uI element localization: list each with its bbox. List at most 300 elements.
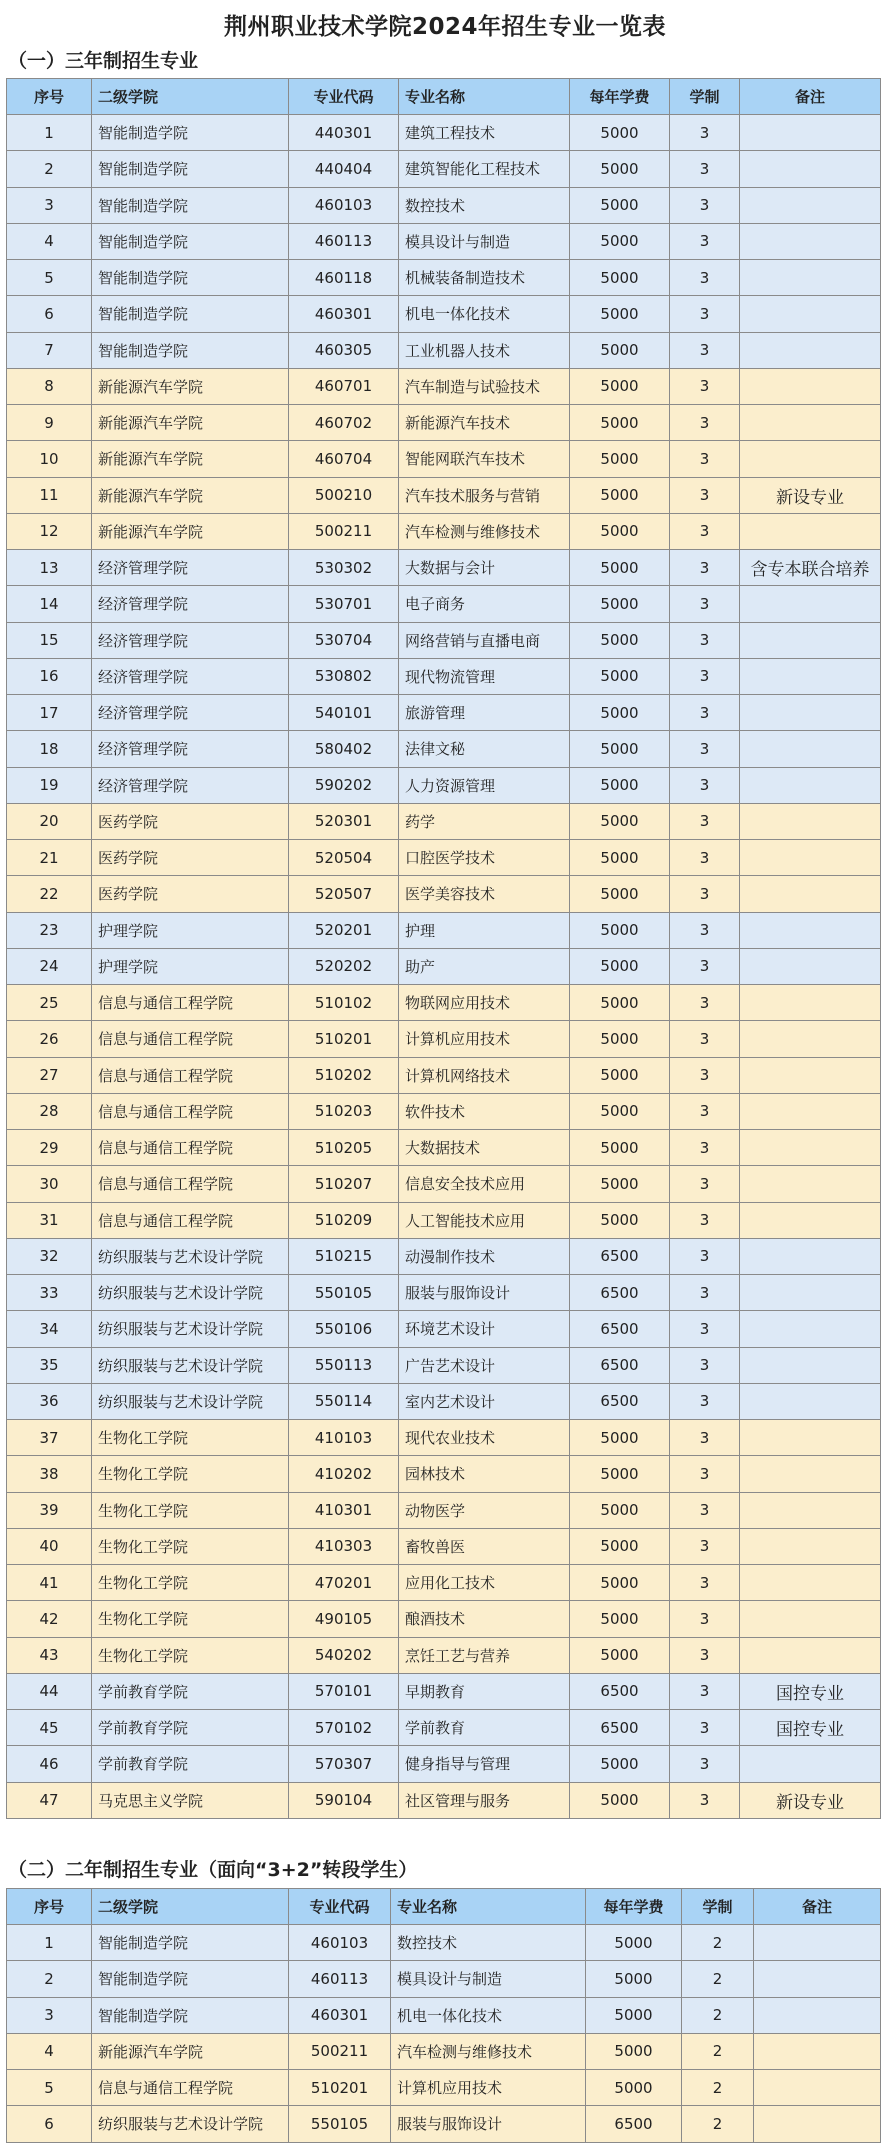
table-row — [7, 1528, 881, 1564]
cell-duration: 3 — [670, 1782, 740, 1818]
cell-index: 14 — [7, 586, 92, 622]
cell-major: 汽车检测与维修技术 — [391, 2033, 586, 2069]
table-row — [7, 115, 881, 151]
cell-fee: 5000 — [570, 1130, 670, 1166]
cell-college: 信息与通信工程学院 — [92, 1130, 289, 1166]
cell-college: 新能源汽车学院 — [92, 477, 289, 513]
cell-fee: 5000 — [570, 622, 670, 658]
table-row — [7, 1997, 881, 2033]
cell-index: 6 — [7, 296, 92, 332]
cell-note: 国控专业 — [740, 1710, 881, 1746]
cell-duration: 3 — [670, 513, 740, 549]
cell-code: 590202 — [289, 767, 399, 803]
cell-fee: 5000 — [570, 1746, 670, 1782]
cell-fee: 5000 — [570, 912, 670, 948]
cell-college: 智能制造学院 — [92, 260, 289, 296]
table-row — [7, 513, 881, 549]
cell-fee: 5000 — [570, 441, 670, 477]
cell-index: 16 — [7, 658, 92, 694]
cell-duration: 3 — [670, 876, 740, 912]
cell-college: 信息与通信工程学院 — [92, 1021, 289, 1057]
cell-code: 500210 — [289, 477, 399, 513]
cell-college: 生物化工学院 — [92, 1456, 289, 1492]
cell-college: 经济管理学院 — [92, 767, 289, 803]
cell-note — [754, 1961, 881, 1997]
cell-college: 学前教育学院 — [92, 1673, 289, 1709]
cell-fee: 5000 — [570, 948, 670, 984]
table-row — [7, 1456, 881, 1492]
column-header-index: 序号 — [7, 79, 92, 115]
cell-index: 29 — [7, 1130, 92, 1166]
cell-index: 1 — [7, 1925, 92, 1961]
cell-fee: 5000 — [570, 1601, 670, 1637]
cell-index: 36 — [7, 1383, 92, 1419]
cell-note — [740, 1565, 881, 1601]
cell-note — [740, 1021, 881, 1057]
table-row — [7, 1925, 881, 1961]
cell-note — [740, 586, 881, 622]
cell-duration: 2 — [682, 1925, 754, 1961]
cell-major: 健身指导与管理 — [399, 1746, 570, 1782]
cell-code: 570102 — [289, 1710, 399, 1746]
table-row — [7, 405, 881, 441]
cell-code: 460704 — [289, 441, 399, 477]
cell-code: 550114 — [289, 1383, 399, 1419]
cell-code: 460103 — [289, 187, 399, 223]
cell-fee: 5000 — [570, 477, 670, 513]
table-row — [7, 1637, 881, 1673]
table-row — [7, 1275, 881, 1311]
cell-duration: 3 — [670, 1311, 740, 1347]
table-row — [7, 985, 881, 1021]
cell-code: 510205 — [289, 1130, 399, 1166]
cell-fee: 5000 — [570, 1782, 670, 1818]
cell-index: 25 — [7, 985, 92, 1021]
table-row — [7, 296, 881, 332]
cell-note — [740, 912, 881, 948]
cell-fee: 5000 — [570, 187, 670, 223]
cell-duration: 3 — [670, 223, 740, 259]
cell-college: 生物化工学院 — [92, 1528, 289, 1564]
cell-fee: 5000 — [586, 2070, 682, 2106]
table-row — [7, 1961, 881, 1997]
cell-fee: 5000 — [570, 513, 670, 549]
column-header-index: 序号 — [7, 1889, 92, 1925]
cell-code: 460301 — [289, 1997, 391, 2033]
column-header-duration: 学制 — [670, 79, 740, 115]
cell-fee: 5000 — [570, 1021, 670, 1057]
cell-index: 3 — [7, 1997, 92, 2033]
cell-duration: 3 — [670, 260, 740, 296]
cell-code: 500211 — [289, 513, 399, 549]
cell-code: 540101 — [289, 695, 399, 731]
cell-college: 学前教育学院 — [92, 1710, 289, 1746]
table-body — [7, 1925, 881, 2143]
cell-code: 570101 — [289, 1673, 399, 1709]
cell-college: 信息与通信工程学院 — [92, 1202, 289, 1238]
cell-note — [740, 767, 881, 803]
cell-duration: 3 — [670, 985, 740, 1021]
cell-duration: 3 — [670, 151, 740, 187]
cell-major: 动物医学 — [399, 1492, 570, 1528]
cell-note — [740, 1383, 881, 1419]
cell-note — [740, 1746, 881, 1782]
table-row — [7, 1202, 881, 1238]
cell-note — [740, 803, 881, 839]
cell-college: 信息与通信工程学院 — [92, 985, 289, 1021]
cell-college: 信息与通信工程学院 — [92, 1166, 289, 1202]
cell-code: 510209 — [289, 1202, 399, 1238]
cell-duration: 3 — [670, 1528, 740, 1564]
column-header-college: 二级学院 — [92, 1889, 289, 1925]
cell-major: 数控技术 — [399, 187, 570, 223]
table-row — [7, 368, 881, 404]
cell-college: 护理学院 — [92, 912, 289, 948]
cell-note — [740, 368, 881, 404]
table-row — [7, 187, 881, 223]
cell-duration: 3 — [670, 1492, 740, 1528]
cell-college: 经济管理学院 — [92, 731, 289, 767]
cell-duration: 3 — [670, 332, 740, 368]
cell-note — [740, 876, 881, 912]
cell-code: 440404 — [289, 151, 399, 187]
column-header-duration: 学制 — [682, 1889, 754, 1925]
table-row — [7, 1238, 881, 1274]
cell-note — [740, 115, 881, 151]
cell-major: 数控技术 — [391, 1925, 586, 1961]
table-row — [7, 1420, 881, 1456]
cell-note — [740, 1456, 881, 1492]
table-row — [7, 803, 881, 839]
cell-major: 信息安全技术应用 — [399, 1166, 570, 1202]
cell-index: 20 — [7, 803, 92, 839]
cell-fee: 5000 — [570, 1093, 670, 1129]
cell-duration: 3 — [670, 767, 740, 803]
cell-college: 信息与通信工程学院 — [92, 1093, 289, 1129]
cell-code: 460702 — [289, 405, 399, 441]
table-row — [7, 2106, 881, 2142]
cell-code: 410301 — [289, 1492, 399, 1528]
cell-fee: 5000 — [570, 1528, 670, 1564]
cell-code: 530802 — [289, 658, 399, 694]
cell-major: 智能网联汽车技术 — [399, 441, 570, 477]
cell-college: 新能源汽车学院 — [92, 2033, 289, 2069]
cell-fee: 5000 — [586, 1997, 682, 2033]
cell-major: 广告艺术设计 — [399, 1347, 570, 1383]
cell-code: 490105 — [289, 1601, 399, 1637]
table-row — [7, 1673, 881, 1709]
cell-college: 信息与通信工程学院 — [92, 2070, 289, 2106]
cell-major: 模具设计与制造 — [391, 1961, 586, 1997]
cell-college: 智能制造学院 — [92, 1997, 289, 2033]
cell-note — [740, 985, 881, 1021]
cell-major: 现代物流管理 — [399, 658, 570, 694]
cell-duration: 3 — [670, 1093, 740, 1129]
table-row — [7, 658, 881, 694]
table-row — [7, 1311, 881, 1347]
cell-index: 15 — [7, 622, 92, 658]
cell-code: 510203 — [289, 1093, 399, 1129]
cell-major: 学前教育 — [399, 1710, 570, 1746]
cell-fee: 5000 — [570, 803, 670, 839]
cell-college: 生物化工学院 — [92, 1637, 289, 1673]
cell-fee: 5000 — [570, 840, 670, 876]
cell-index: 37 — [7, 1420, 92, 1456]
cell-index: 18 — [7, 731, 92, 767]
cell-code: 440301 — [289, 115, 399, 151]
cell-duration: 3 — [670, 1347, 740, 1383]
cell-duration: 3 — [670, 803, 740, 839]
cell-major: 建筑智能化工程技术 — [399, 151, 570, 187]
table-row — [7, 1021, 881, 1057]
cell-duration: 3 — [670, 1202, 740, 1238]
cell-duration: 3 — [670, 550, 740, 586]
cell-fee: 5000 — [570, 260, 670, 296]
cell-major: 环境艺术设计 — [399, 1311, 570, 1347]
cell-major: 现代农业技术 — [399, 1420, 570, 1456]
cell-fee: 5000 — [570, 1166, 670, 1202]
column-header-fee: 每年学费 — [570, 79, 670, 115]
cell-major: 机电一体化技术 — [391, 1997, 586, 2033]
cell-note — [740, 1093, 881, 1129]
table-row — [7, 477, 881, 513]
cell-index: 34 — [7, 1311, 92, 1347]
cell-duration: 2 — [682, 1997, 754, 2033]
cell-duration: 3 — [670, 368, 740, 404]
column-header-major: 专业名称 — [391, 1889, 586, 1925]
cell-fee: 5000 — [570, 1057, 670, 1093]
cell-college: 纺织服装与艺术设计学院 — [92, 1275, 289, 1311]
table-row — [7, 1093, 881, 1129]
cell-college: 生物化工学院 — [92, 1565, 289, 1601]
cell-duration: 3 — [670, 1637, 740, 1673]
cell-code: 520202 — [289, 948, 399, 984]
cell-note — [740, 840, 881, 876]
table-row — [7, 731, 881, 767]
cell-note — [740, 1528, 881, 1564]
cell-index: 21 — [7, 840, 92, 876]
cell-fee: 5000 — [570, 767, 670, 803]
cell-college: 智能制造学院 — [92, 187, 289, 223]
cell-college: 纺织服装与艺术设计学院 — [92, 1383, 289, 1419]
cell-code: 550113 — [289, 1347, 399, 1383]
cell-code: 550105 — [289, 2106, 391, 2142]
cell-major: 网络营销与直播电商 — [399, 622, 570, 658]
cell-duration: 2 — [682, 2033, 754, 2069]
cell-fee: 5000 — [586, 1961, 682, 1997]
cell-duration: 3 — [670, 1420, 740, 1456]
cell-college: 新能源汽车学院 — [92, 405, 289, 441]
cell-duration: 3 — [670, 840, 740, 876]
cell-code: 510202 — [289, 1057, 399, 1093]
cell-code: 460113 — [289, 223, 399, 259]
cell-college: 医药学院 — [92, 803, 289, 839]
cell-note — [740, 1347, 881, 1383]
cell-note — [740, 1492, 881, 1528]
cell-college: 马克思主义学院 — [92, 1782, 289, 1818]
column-header-fee: 每年学费 — [586, 1889, 682, 1925]
cell-major: 计算机应用技术 — [391, 2070, 586, 2106]
cell-note — [754, 2070, 881, 2106]
cell-major: 人力资源管理 — [399, 767, 570, 803]
cell-index: 28 — [7, 1093, 92, 1129]
cell-college: 智能制造学院 — [92, 1961, 289, 1997]
page-title: 荆州职业技术学院2024年招生专业一览表 — [223, 14, 666, 40]
cell-major: 酿酒技术 — [399, 1601, 570, 1637]
cell-college: 新能源汽车学院 — [92, 368, 289, 404]
cell-index: 17 — [7, 695, 92, 731]
cell-duration: 3 — [670, 477, 740, 513]
cell-code: 460118 — [289, 260, 399, 296]
cell-code: 410202 — [289, 1456, 399, 1492]
cell-index: 46 — [7, 1746, 92, 1782]
cell-college: 护理学院 — [92, 948, 289, 984]
cell-major: 助产 — [399, 948, 570, 984]
cell-fee: 5000 — [586, 1925, 682, 1961]
cell-code: 570307 — [289, 1746, 399, 1782]
cell-college: 生物化工学院 — [92, 1420, 289, 1456]
cell-major: 旅游管理 — [399, 695, 570, 731]
cell-duration: 3 — [670, 1673, 740, 1709]
cell-note — [740, 695, 881, 731]
cell-college: 智能制造学院 — [92, 332, 289, 368]
cell-note — [740, 1311, 881, 1347]
cell-major: 室内艺术设计 — [399, 1383, 570, 1419]
cell-fee: 5000 — [570, 1565, 670, 1601]
cell-duration: 3 — [670, 441, 740, 477]
cell-major: 机电一体化技术 — [399, 296, 570, 332]
cell-fee: 5000 — [586, 2033, 682, 2069]
cell-note — [754, 1925, 881, 1961]
cell-code: 590104 — [289, 1782, 399, 1818]
cell-code: 510201 — [289, 1021, 399, 1057]
cell-college: 新能源汽车学院 — [92, 441, 289, 477]
table-row — [7, 1347, 881, 1383]
cell-fee: 5000 — [570, 550, 670, 586]
cell-index: 39 — [7, 1492, 92, 1528]
cell-note — [740, 1202, 881, 1238]
table-row — [7, 948, 881, 984]
cell-note — [740, 658, 881, 694]
cell-major: 人工智能技术应用 — [399, 1202, 570, 1238]
cell-major: 大数据技术 — [399, 1130, 570, 1166]
cell-fee: 5000 — [570, 405, 670, 441]
cell-major: 动漫制作技术 — [399, 1238, 570, 1274]
column-header-college: 二级学院 — [92, 79, 289, 115]
cell-fee: 5000 — [570, 695, 670, 731]
section-heading-two-year: （二）二年制招生专业（面向“3+2”转段学生） — [8, 1859, 418, 1881]
cell-code: 410103 — [289, 1420, 399, 1456]
cell-code: 460113 — [289, 1961, 391, 1997]
cell-college: 医药学院 — [92, 840, 289, 876]
cell-major: 汽车技术服务与营销 — [399, 477, 570, 513]
table-row — [7, 586, 881, 622]
cell-note: 新设专业 — [740, 477, 881, 513]
cell-fee: 5000 — [570, 1492, 670, 1528]
table-row — [7, 767, 881, 803]
cell-code: 520201 — [289, 912, 399, 948]
table-row — [7, 912, 881, 948]
cell-index: 35 — [7, 1347, 92, 1383]
cell-duration: 3 — [670, 731, 740, 767]
cell-duration: 3 — [670, 1383, 740, 1419]
cell-index: 43 — [7, 1637, 92, 1673]
cell-index: 23 — [7, 912, 92, 948]
cell-major: 服装与服饰设计 — [399, 1275, 570, 1311]
cell-code: 510102 — [289, 985, 399, 1021]
cell-major: 护理 — [399, 912, 570, 948]
cell-index: 11 — [7, 477, 92, 513]
table-row — [7, 223, 881, 259]
cell-major: 社区管理与服务 — [399, 1782, 570, 1818]
three-year-majors-table — [6, 78, 881, 1819]
cell-index: 32 — [7, 1238, 92, 1274]
cell-index: 26 — [7, 1021, 92, 1057]
cell-index: 8 — [7, 368, 92, 404]
cell-duration: 3 — [670, 912, 740, 948]
cell-duration: 3 — [670, 1021, 740, 1057]
cell-fee: 5000 — [570, 1456, 670, 1492]
cell-index: 4 — [7, 223, 92, 259]
cell-index: 12 — [7, 513, 92, 549]
cell-major: 药学 — [399, 803, 570, 839]
cell-duration: 3 — [670, 405, 740, 441]
cell-code: 460701 — [289, 368, 399, 404]
cell-major: 物联网应用技术 — [399, 985, 570, 1021]
cell-fee: 5000 — [570, 296, 670, 332]
cell-note — [740, 151, 881, 187]
cell-duration: 3 — [670, 622, 740, 658]
cell-major: 服装与服饰设计 — [391, 2106, 586, 2142]
cell-code: 410303 — [289, 1528, 399, 1564]
cell-duration: 2 — [682, 2070, 754, 2106]
cell-duration: 3 — [670, 586, 740, 622]
cell-fee: 5000 — [570, 223, 670, 259]
cell-code: 520507 — [289, 876, 399, 912]
cell-index: 27 — [7, 1057, 92, 1093]
cell-duration: 3 — [670, 1130, 740, 1166]
cell-duration: 3 — [670, 115, 740, 151]
cell-fee: 5000 — [570, 1637, 670, 1673]
cell-note — [740, 405, 881, 441]
table-row — [7, 1782, 881, 1818]
cell-index: 38 — [7, 1456, 92, 1492]
cell-major: 新能源汽车技术 — [399, 405, 570, 441]
cell-duration: 3 — [670, 296, 740, 332]
cell-major: 软件技术 — [399, 1093, 570, 1129]
cell-duration: 3 — [670, 187, 740, 223]
cell-note — [740, 622, 881, 658]
cell-code: 510215 — [289, 1238, 399, 1274]
cell-fee: 6500 — [570, 1673, 670, 1709]
cell-index: 24 — [7, 948, 92, 984]
cell-college: 生物化工学院 — [92, 1601, 289, 1637]
cell-fee: 5000 — [570, 876, 670, 912]
table-row — [7, 1383, 881, 1419]
cell-note — [740, 948, 881, 984]
cell-code: 470201 — [289, 1565, 399, 1601]
cell-duration: 3 — [670, 1746, 740, 1782]
column-header-code: 专业代码 — [289, 79, 399, 115]
cell-index: 45 — [7, 1710, 92, 1746]
cell-note: 新设专业 — [740, 1782, 881, 1818]
cell-index: 13 — [7, 550, 92, 586]
table-row — [7, 695, 881, 731]
cell-fee: 6500 — [570, 1275, 670, 1311]
cell-college: 智能制造学院 — [92, 115, 289, 151]
cell-fee: 6500 — [570, 1311, 670, 1347]
cell-index: 10 — [7, 441, 92, 477]
